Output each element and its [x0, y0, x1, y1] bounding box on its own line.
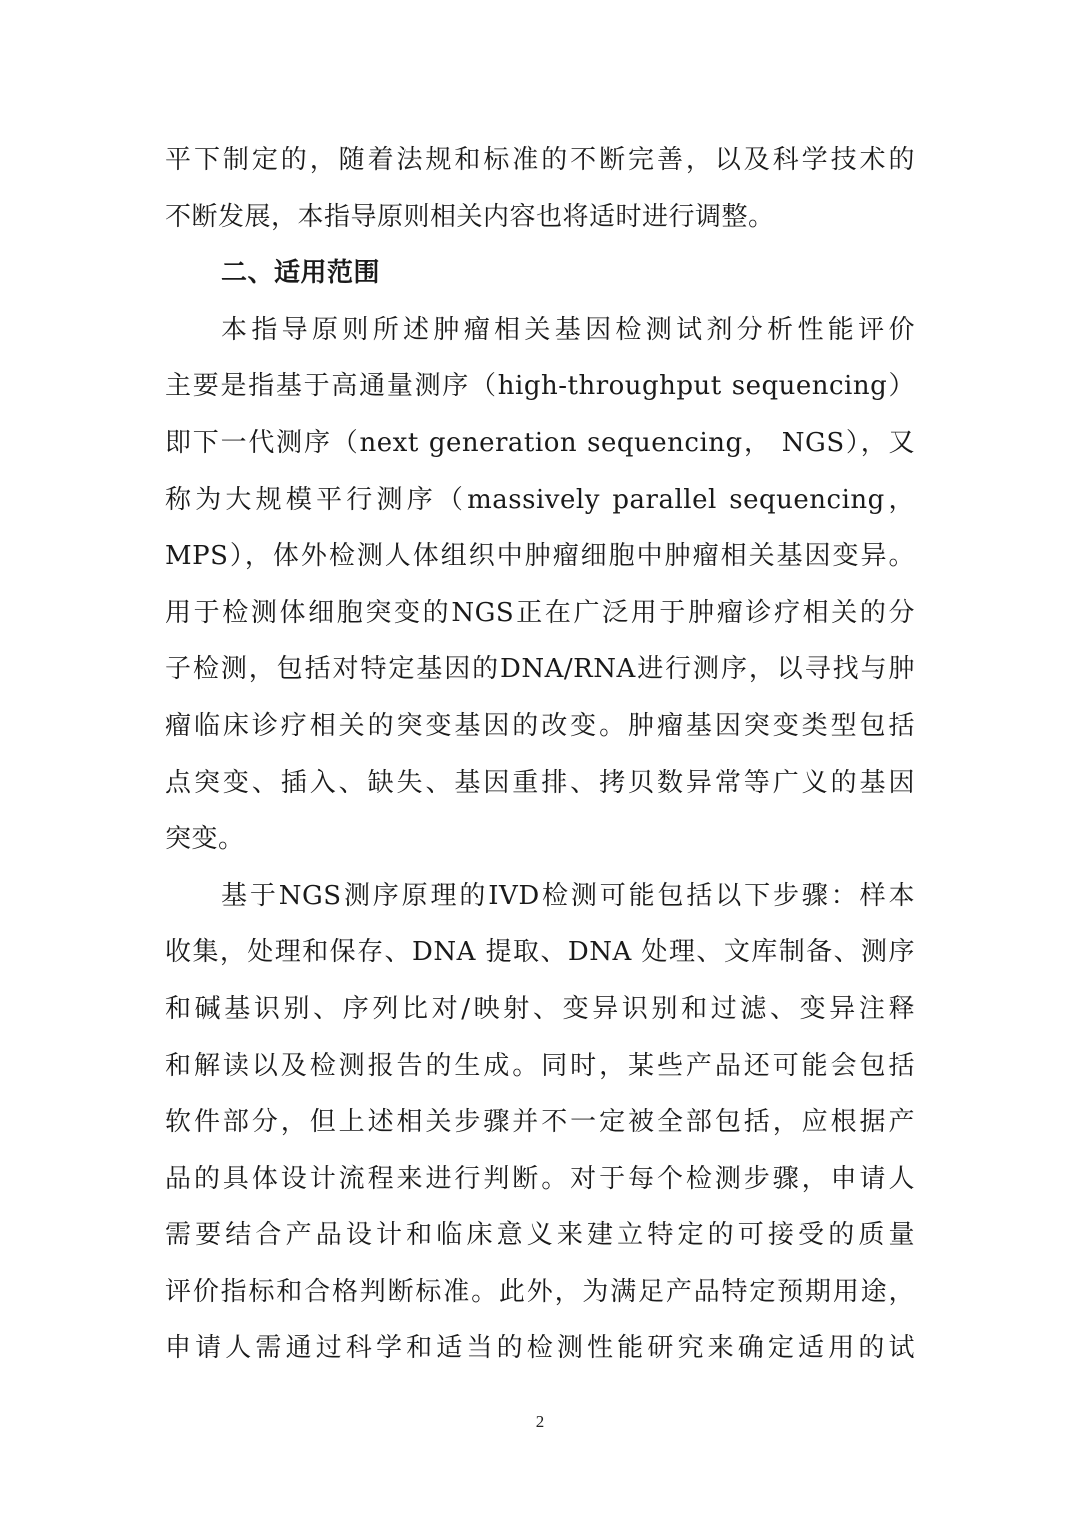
- text-line: 基于NGS测序原理的IVD检测可能包括以下步骤：样本: [221, 880, 915, 911]
- text-line: 用于检测体细胞突变的NGS正在广泛用于肿瘤诊疗相关的分: [165, 597, 915, 628]
- text-line: 突变。: [165, 824, 245, 855]
- section-heading: 二、适用范围: [221, 258, 381, 289]
- text-line: 本指导原则所述肿瘤相关基因检测试剂分析性能评价: [221, 314, 915, 345]
- text-line: 子检测，包括对特定基因的DNA/RNA进行测序，以寻找与肿: [165, 654, 915, 685]
- text-line: 瘤临床诊疗相关的突变基因的改变。肿瘤基因突变类型包括: [165, 710, 915, 741]
- page-number: 2: [535, 1412, 545, 1431]
- text-line: 品的具体设计流程来进行判断。对于每个检测步骤，申请人: [165, 1163, 915, 1194]
- text-line: 不断发展，本指导原则相关内容也将适时进行调整。: [165, 201, 775, 232]
- text-line: 软件部分，但上述相关步骤并不一定被全部包括，应根据产: [165, 1107, 915, 1138]
- text-line: 评价指标和合格判断标准。此外，为满足产品特定预期用途，: [165, 1276, 915, 1307]
- text-line: 收集，处理和保存、DNA 提取、DNA 处理、文库制备、测序: [165, 937, 915, 968]
- text-line: 和碱基识别、序列比对/映射、变异识别和过滤、变异注释: [165, 993, 915, 1024]
- text-line: 需要结合产品设计和临床意义来建立特定的可接受的质量: [165, 1220, 915, 1251]
- text-line: 和解读以及检测报告的生成。同时，某些产品还可能会包括: [165, 1050, 915, 1081]
- text-line: MPS），体外检测人体组织中肿瘤细胞中肿瘤相关基因变异。: [165, 541, 915, 572]
- text-line: 称为大规模平行测序（massively parallel sequencing，: [165, 484, 915, 515]
- text-line: 平下制定的，随着法规和标准的不断完善，以及科学技术的: [165, 145, 915, 175]
- text-line: 即下一代测序（next generation sequencing， NGS），又: [165, 427, 915, 458]
- text-line: 申请人需通过科学和适当的检测性能研究来确定适用的试: [165, 1333, 915, 1364]
- body-text: [165, 132, 915, 1377]
- text-line: 主要是指基于高通量测序（high-throughput sequencing）: [165, 371, 915, 402]
- text-line: 点突变、插入、缺失、基因重排、拷贝数异常等广义的基因: [165, 767, 915, 798]
